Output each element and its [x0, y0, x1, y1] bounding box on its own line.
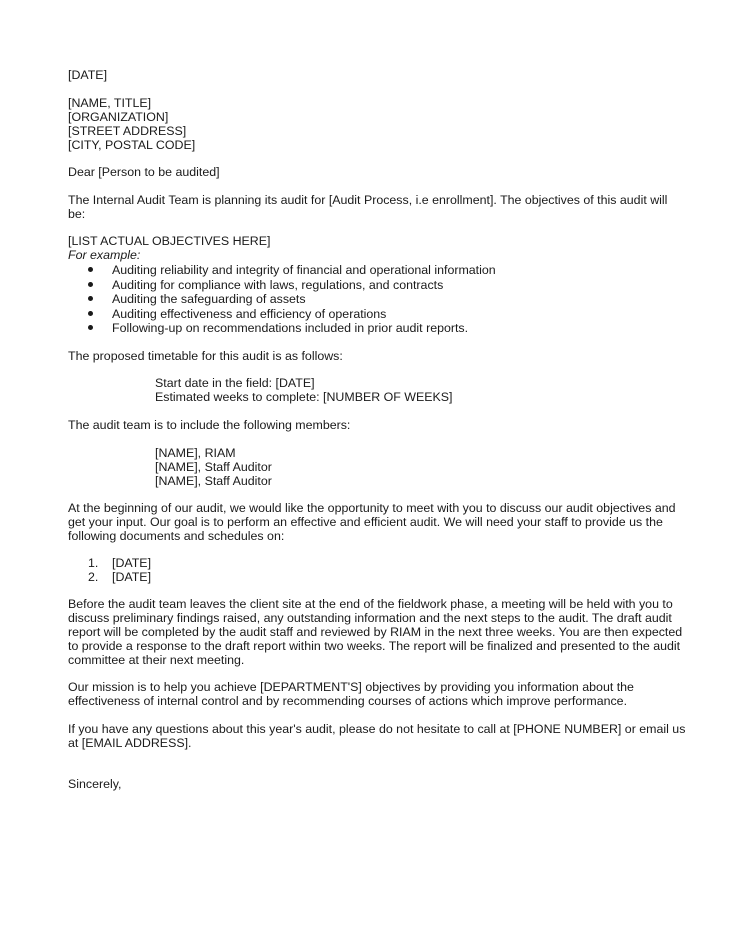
intro-line-1: The Internal Audit Team is planning its audit for [Audit Process, i.e enrollment]. The objectives of this audit will [68, 193, 668, 207]
meeting-paragraph-line: get your input. Our goal is to perform an effective and efficient audit. We will need your staff to provide us the [68, 515, 663, 529]
meeting-paragraph-line: following documents and schedules on: [68, 529, 285, 543]
schedule-date: [DATE] [112, 556, 152, 570]
bullet-icon [88, 282, 93, 287]
recipient-name-title: [NAME, TITLE] [68, 96, 152, 110]
recipient-organization: [ORGANIZATION] [68, 110, 169, 124]
objective-item: Auditing effectiveness and efficiency of operations [112, 307, 387, 321]
schedule-number: 2. [88, 570, 99, 584]
objective-item: Auditing the safeguarding of assets [112, 292, 306, 306]
closing-paragraph-line: to provide a response to the draft report within two weeks. The report will be finalized and presented to the audit [68, 639, 681, 653]
closing-paragraph-line: discuss preliminary findings raised, any outstanding information and the next steps to the audit. The draft audit [68, 611, 672, 625]
bullet-icon [88, 267, 93, 272]
contact-paragraph-line: at [EMAIL ADDRESS]. [68, 736, 192, 750]
timetable-weeks: Estimated weeks to complete: [NUMBER OF WEEKS] [155, 390, 453, 404]
closing-paragraph-line: Before the audit team leaves the client site at the end of the fieldwork phase, a meeting will be held with you to [68, 597, 673, 611]
mission-paragraph-line: effectiveness of internal control and by recommending courses of actions which improve performance. [68, 694, 628, 708]
salutation: Dear [Person to be audited] [68, 165, 220, 179]
recipient-street: [STREET ADDRESS] [68, 124, 187, 138]
objective-item: Following-up on recommendations included in prior audit reports. [112, 321, 469, 335]
recipient-city: [CITY, POSTAL CODE] [68, 138, 196, 152]
bullet-icon [88, 296, 93, 301]
timetable-intro: The proposed timetable for this audit is as follows: [68, 349, 343, 363]
signoff: Sincerely, [68, 777, 122, 791]
mission-paragraph-line: Our mission is to help you achieve [DEPARTMENT'S] objectives by providing you information about the [68, 680, 634, 694]
bullet-icon [88, 311, 93, 316]
intro-line-2: be: [68, 207, 86, 221]
objectives-heading: [LIST ACTUAL OBJECTIVES HERE] [68, 234, 271, 248]
team-member: [NAME], Staff Auditor [155, 474, 272, 488]
team-member: [NAME], Staff Auditor [155, 460, 272, 474]
contact-paragraph-line: If you have any questions about this year's audit, please do not hesitate to call at [PHONE NUMBER] or email us [68, 722, 686, 736]
team-member: [NAME], RIAM [155, 446, 236, 460]
timetable-start: Start date in the field: [DATE] [155, 376, 315, 390]
closing-paragraph-line: report will be completed by the audit staff and reviewed by RIAM in the next three weeks. You are then expected [68, 625, 683, 639]
objective-item: Auditing for compliance with laws, regulations, and contracts [112, 278, 444, 292]
example-label: For example: [68, 248, 141, 262]
schedule-number: 1. [88, 556, 99, 570]
team-intro: The audit team is to include the following members: [68, 418, 351, 432]
bullet-icon [88, 325, 93, 330]
meeting-paragraph-line: At the beginning of our audit, we would like the opportunity to meet with you to discuss our audit objectives and [68, 501, 676, 515]
schedule-date: [DATE] [112, 570, 152, 584]
letter-date: [DATE] [68, 68, 108, 82]
objective-item: Auditing reliability and integrity of financial and operational information [112, 263, 496, 277]
closing-paragraph-line: committee at their next meeting. [68, 653, 245, 667]
